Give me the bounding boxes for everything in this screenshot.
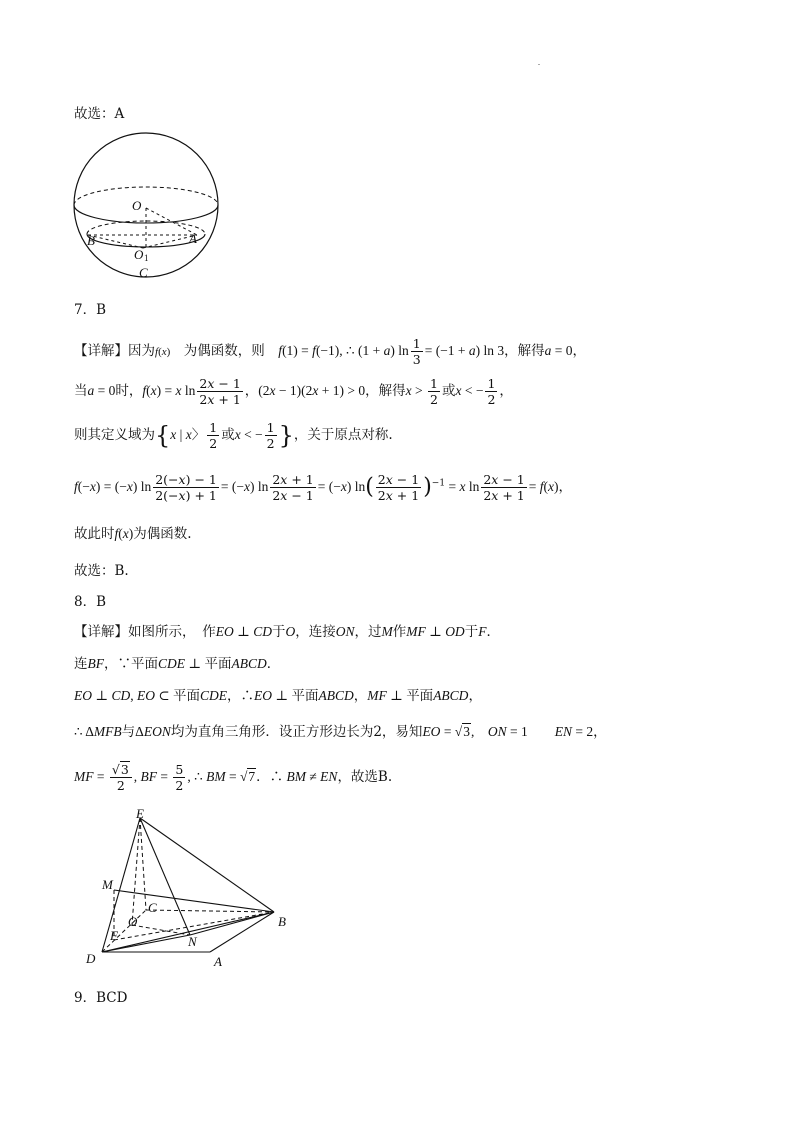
q9-heading: 9．BCD [74,990,128,1006]
sphere-label-c: C [139,265,148,280]
q7-line-3: 则其定义域为{x | x〉 $\frac{1}{2}$ 或x < − $\frac{1}{2}$ }，关于原点对称. [74,420,393,451]
pyramid-label-c: C [148,900,157,915]
pyramid-label-b: B [278,914,286,929]
q7-line-4: f(−x) = (−x) ln $\frac{2(-x) - 1}{2(-x) + 1}$ = (−x) ln $\frac{2x + 1}{2x - 1}$ = (−x) ln( $\frac{2x - 1}{2x + 1}$ )$^{-1}$ = x ln $\frac{2x - 1}{2x + 1}$ = f(x)， [74,472,572,503]
q8-line-5: MF = $\frac{√3}{2}$ , BF = $\frac{5}{2}$ , ∴ BM = √7．∴ BM ≠ EN，故选B. [74,762,393,793]
sphere-label-a: A [189,231,197,246]
pyramid-label-d: D [86,951,96,966]
pyramid-label-n: N [188,934,197,949]
q8-heading: 8．B [74,594,107,610]
sphere-figure [66,130,236,290]
q8-line-1: 【详解】如图所示， 作EO ⊥ CD于O，连接ON，过M作MF ⊥ OD于F． [74,624,500,640]
sphere-label-o1: O [134,247,144,262]
sphere-label-o1-sub: 1 [144,253,149,263]
q8-line-2: 连BF，∵平面CDE ⊥ 平面ABCD． [74,656,281,672]
pyramid-label-e: E [136,806,144,821]
q7-heading: 7．B [74,302,107,318]
q8-line-4: ∴ ΔMFB与ΔEON均为直角三角形．设正方形边长为2，易知EO = √3, ON = 1 EN = 2， [74,724,607,740]
select-b-line: 故选：B. [74,563,129,579]
pyramid-label-a: A [214,954,222,969]
q7-line-2: 当a = 0时，f(x) = x ln $\frac{2x - 1}{2x + 1}$ ，(2x − 1)(2x + 1) > 0，解得x > $\frac{1}{2}$ 或x < − $\frac{1}{2}$ ， [74,376,513,407]
sphere-label-o: O [132,198,142,213]
sphere-label-b: B [87,233,95,248]
q8-line-3: EO ⊥ CD, EO ⊂ 平面CDE，∴EO ⊥ 平面ABCD，MF ⊥ 平面ABCD， [74,688,482,704]
pyramid-label-m: M [102,877,113,892]
pyramid-label-f: F [110,928,118,943]
select-a-line: 故选：A [74,106,125,122]
q7-line-1: 【详解】因为f(x) 为偶函数，则 f(1) = f(−1), ∴ (1 + a) ln $\frac{1}{3}$ = (−1 + a) ln 3，解得a = 0， [74,336,587,367]
q7-line-5: 故此时f(x)为偶函数. [74,526,192,542]
scan-speck [538,64,540,65]
pyramid-figure [80,800,300,975]
pyramid-label-o: O [128,914,138,929]
